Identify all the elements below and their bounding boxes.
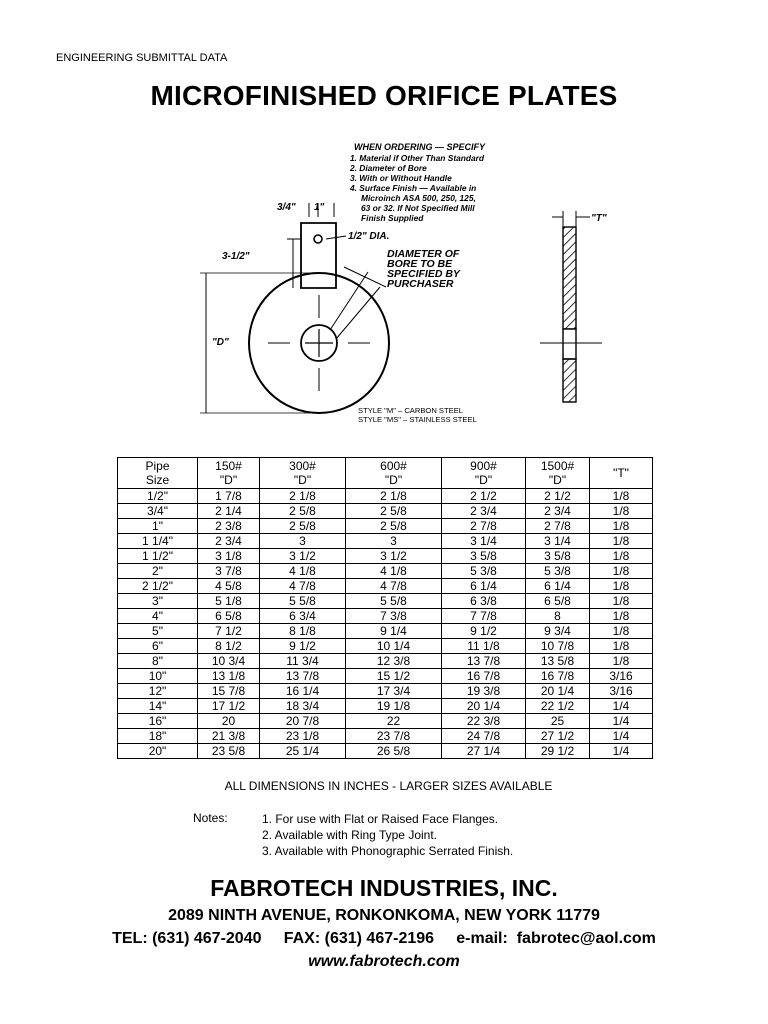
table-cell: 3 1/4 [442, 534, 526, 549]
table-cell: 23 7/8 [346, 729, 442, 744]
table-cell: 5 1/8 [198, 594, 260, 609]
table-cell: 2 7/8 [442, 519, 526, 534]
table-cell: 2 3/4 [442, 504, 526, 519]
table-cell: 1/8 [590, 519, 653, 534]
table-cell: 1/2" [118, 489, 198, 504]
ordering-line: 3. With or Without Handle [350, 173, 452, 183]
table-cell: 6 1/4 [442, 579, 526, 594]
table-cell: 1/8 [590, 504, 653, 519]
table-footnote: ALL DIMENSIONS IN INCHES - LARGER SIZES AVAILABLE [224, 779, 553, 793]
table-cell: 13 5/8 [526, 654, 590, 669]
header-150: 150# "D" [198, 458, 260, 489]
table-cell: 19 3/8 [442, 684, 526, 699]
bore-note-line: BORE TO BE [387, 258, 453, 270]
style-m-caption: STYLE "M" – CARBON STEEL [358, 406, 463, 415]
table-cell: 25 [526, 714, 590, 729]
page-title: MICROFINISHED ORIFICE PLATES [150, 80, 618, 111]
note-item: 3. Available with Phonographic Serrated Finish. [262, 844, 514, 858]
table-cell: 23 5/8 [198, 744, 260, 759]
header-300: 300# "D" [260, 458, 346, 489]
notes-list [262, 811, 513, 859]
table-cell: 3 1/4 [526, 534, 590, 549]
table-cell: 3 1/2 [346, 549, 442, 564]
table-cell: 11 3/4 [260, 654, 346, 669]
ordering-line: Microinch ASA 500, 250, 125, [361, 193, 476, 203]
table-cell: 3 7/8 [198, 564, 260, 579]
table-cell: 22 1/2 [526, 699, 590, 714]
table-cell: 1/8 [590, 639, 653, 654]
table-cell: 1 7/8 [198, 489, 260, 504]
table-cell: 15 1/2 [346, 669, 442, 684]
ordering-line: Finish Supplied [361, 213, 424, 223]
table-cell: 20 [198, 714, 260, 729]
table-cell: 6" [118, 639, 198, 654]
table-cell: 2 1/4 [198, 504, 260, 519]
dim-three-quarter-label: 3/4" [277, 202, 296, 213]
table-cell: 6 5/8 [198, 609, 260, 624]
table-cell: 1 1/2" [118, 549, 198, 564]
table-cell: 14" [118, 699, 198, 714]
table-cell: 2 3/4 [526, 504, 590, 519]
table-cell: 13 7/8 [260, 669, 346, 684]
table-cell: 18 3/4 [260, 699, 346, 714]
table-row [118, 699, 653, 714]
table-cell: 4" [118, 609, 198, 624]
table-cell: 20 1/4 [442, 699, 526, 714]
table-cell: 27 1/2 [526, 729, 590, 744]
table-row [118, 519, 653, 534]
dim-three-half-label: 3-1/2" [222, 251, 250, 262]
table-row [118, 654, 653, 669]
table-cell: 10 7/8 [526, 639, 590, 654]
table-cell: 29 1/2 [526, 744, 590, 759]
table-cell: 5 3/8 [442, 564, 526, 579]
orifice-plate-diagram [190, 135, 620, 435]
table-cell: 3/4" [118, 504, 198, 519]
table-cell: 4 1/8 [346, 564, 442, 579]
table-cell: 7 3/8 [346, 609, 442, 624]
table-cell: 4 1/8 [260, 564, 346, 579]
table-cell: 2 1/2 [442, 489, 526, 504]
dim-t-label: "T" [591, 213, 607, 224]
table-cell: 7 7/8 [442, 609, 526, 624]
note-item: 2. Available with Ring Type Joint. [262, 828, 437, 842]
table-cell: 3/16 [590, 684, 653, 699]
table-cell: 1/8 [590, 624, 653, 639]
table-cell: 13 1/8 [198, 669, 260, 684]
table-cell: 8" [118, 654, 198, 669]
table-cell: 8 [526, 609, 590, 624]
table-cell: 17 3/4 [346, 684, 442, 699]
table-cell: 3 1/8 [198, 549, 260, 564]
company-contact: TEL: (631) 467-2040 FAX: (631) 467-2196 e-mail: fabrotec@aol.com [112, 930, 656, 947]
table-cell: 9 1/2 [260, 639, 346, 654]
note-item: 1. For use with Flat or Raised Face Flanges. [262, 812, 499, 826]
table-cell: 6 3/8 [442, 594, 526, 609]
header-label: ENGINEERING SUBMITTAL DATA [56, 52, 228, 64]
table-row [118, 609, 653, 624]
table-cell: 3 5/8 [526, 549, 590, 564]
table-cell: 24 7/8 [442, 729, 526, 744]
table-cell: 2 7/8 [526, 519, 590, 534]
table-cell: 9 1/4 [346, 624, 442, 639]
dim-half-dia-label: 1/2" DIA. [348, 231, 390, 242]
table-cell: 4 5/8 [198, 579, 260, 594]
table-cell: 1/8 [590, 579, 653, 594]
table-cell: 8 1/2 [198, 639, 260, 654]
table-cell: 5 5/8 [346, 594, 442, 609]
bore-note-line: SPECIFIED BY [387, 268, 460, 280]
table-cell: 1/8 [590, 534, 653, 549]
table-cell: 22 3/8 [442, 714, 526, 729]
header-pipe-size: Pipe Size [118, 458, 198, 489]
table-cell: 2 1/2 [526, 489, 590, 504]
ordering-title: WHEN ORDERING — SPECIFY [354, 142, 486, 152]
table-cell: 7 1/2 [198, 624, 260, 639]
ordering-line: 63 or 32. If Not Specified Mill [361, 203, 475, 213]
table-cell: 1/4 [590, 729, 653, 744]
table-cell: 22 [346, 714, 442, 729]
table-row [118, 504, 653, 519]
table-row [118, 684, 653, 699]
table-cell: 2 5/8 [260, 504, 346, 519]
table-cell: 1" [118, 519, 198, 534]
table-row [118, 564, 653, 579]
table-cell: 20" [118, 744, 198, 759]
company-address: 2089 NINTH AVENUE, RONKONKOMA, NEW YORK 11779 [168, 907, 600, 924]
table-cell: 16 1/4 [260, 684, 346, 699]
table-row [118, 744, 653, 759]
table-cell: 2 1/8 [346, 489, 442, 504]
table-cell: 5 3/8 [526, 564, 590, 579]
table-cell: 3" [118, 594, 198, 609]
table-row [118, 534, 653, 549]
table-cell: 17 1/2 [198, 699, 260, 714]
table-cell: 2 3/8 [198, 519, 260, 534]
table-cell: 9 1/2 [442, 624, 526, 639]
table-cell: 2 5/8 [346, 519, 442, 534]
table-cell: 1/4 [590, 744, 653, 759]
table-cell: 2 1/2" [118, 579, 198, 594]
table-cell: 25 1/4 [260, 744, 346, 759]
style-ms-caption: STYLE "MS" – STAINLESS STEEL [358, 415, 477, 424]
dim-d-label: "D" [212, 337, 229, 348]
table-cell: 20 1/4 [526, 684, 590, 699]
table-row [118, 669, 653, 684]
table-cell: 3 5/8 [442, 549, 526, 564]
table-cell: 3/16 [590, 669, 653, 684]
bore-note-line: PURCHASER [387, 278, 454, 290]
table-cell: 2" [118, 564, 198, 579]
table-cell: 2 5/8 [260, 519, 346, 534]
bore-note-line: DIAMETER OF [387, 248, 460, 260]
table-cell: 1/8 [590, 489, 653, 504]
header-600: 600# "D" [346, 458, 442, 489]
table-cell: 5" [118, 624, 198, 639]
table-cell: 27 1/4 [442, 744, 526, 759]
table-row [118, 489, 653, 504]
header-1500: 1500# "D" [526, 458, 590, 489]
table-cell: 6 3/4 [260, 609, 346, 624]
company-website-link[interactable]: www.fabrotech.com [308, 953, 460, 970]
table-cell: 1/8 [590, 609, 653, 624]
table-cell: 2 1/8 [260, 489, 346, 504]
table-cell: 13 7/8 [442, 654, 526, 669]
table-row [118, 729, 653, 744]
table-cell: 1 1/4" [118, 534, 198, 549]
ordering-line: 1. Material if Other Than Standard [350, 153, 485, 163]
notes-label: Notes: [193, 811, 228, 825]
table-body [118, 489, 653, 759]
table-cell: 1/8 [590, 549, 653, 564]
table-cell: 4 7/8 [346, 579, 442, 594]
table-cell: 18" [118, 729, 198, 744]
table-cell: 15 7/8 [198, 684, 260, 699]
table-cell: 3 1/2 [260, 549, 346, 564]
table-cell: 1/4 [590, 714, 653, 729]
dim-one-inch-label: 1" [314, 202, 325, 213]
ordering-line: 4. Surface Finish — Available in [350, 183, 477, 193]
table-cell: 1/8 [590, 594, 653, 609]
table-cell: 1/8 [590, 564, 653, 579]
company-name: FABROTECH INDUSTRIES, INC. [210, 875, 558, 901]
table-cell: 16" [118, 714, 198, 729]
table-cell: 12" [118, 684, 198, 699]
table-cell: 6 5/8 [526, 594, 590, 609]
table-cell: 4 7/8 [260, 579, 346, 594]
header-t: "T" [590, 458, 653, 489]
table-cell: 2 5/8 [346, 504, 442, 519]
table-cell: 2 3/4 [198, 534, 260, 549]
table-row [118, 714, 653, 729]
table-cell: 12 3/8 [346, 654, 442, 669]
table-cell: 21 3/8 [198, 729, 260, 744]
table-cell: 6 1/4 [526, 579, 590, 594]
table-cell: 16 7/8 [526, 669, 590, 684]
table-cell: 10" [118, 669, 198, 684]
table-cell: 11 1/8 [442, 639, 526, 654]
table-cell: 10 1/4 [346, 639, 442, 654]
table-row [118, 549, 653, 564]
table-cell: 8 1/8 [260, 624, 346, 639]
table-row [118, 594, 653, 609]
table-row [118, 639, 653, 654]
table-header-row [118, 458, 653, 489]
table-row [118, 624, 653, 639]
table-cell: 3 [260, 534, 346, 549]
table-cell: 3 [346, 534, 442, 549]
table-cell: 20 7/8 [260, 714, 346, 729]
table-cell: 1/8 [590, 654, 653, 669]
table-cell: 1/4 [590, 699, 653, 714]
table-cell: 16 7/8 [442, 669, 526, 684]
table-cell: 19 1/8 [346, 699, 442, 714]
ordering-line: 2. Diameter of Bore [350, 163, 427, 173]
table-cell: 9 3/4 [526, 624, 590, 639]
orifice-plate-dimension-table [117, 457, 653, 759]
table-cell: 26 5/8 [346, 744, 442, 759]
header-900: 900# "D" [442, 458, 526, 489]
table-cell: 5 5/8 [260, 594, 346, 609]
table-row [118, 579, 653, 594]
table-cell: 23 1/8 [260, 729, 346, 744]
table-cell: 10 3/4 [198, 654, 260, 669]
